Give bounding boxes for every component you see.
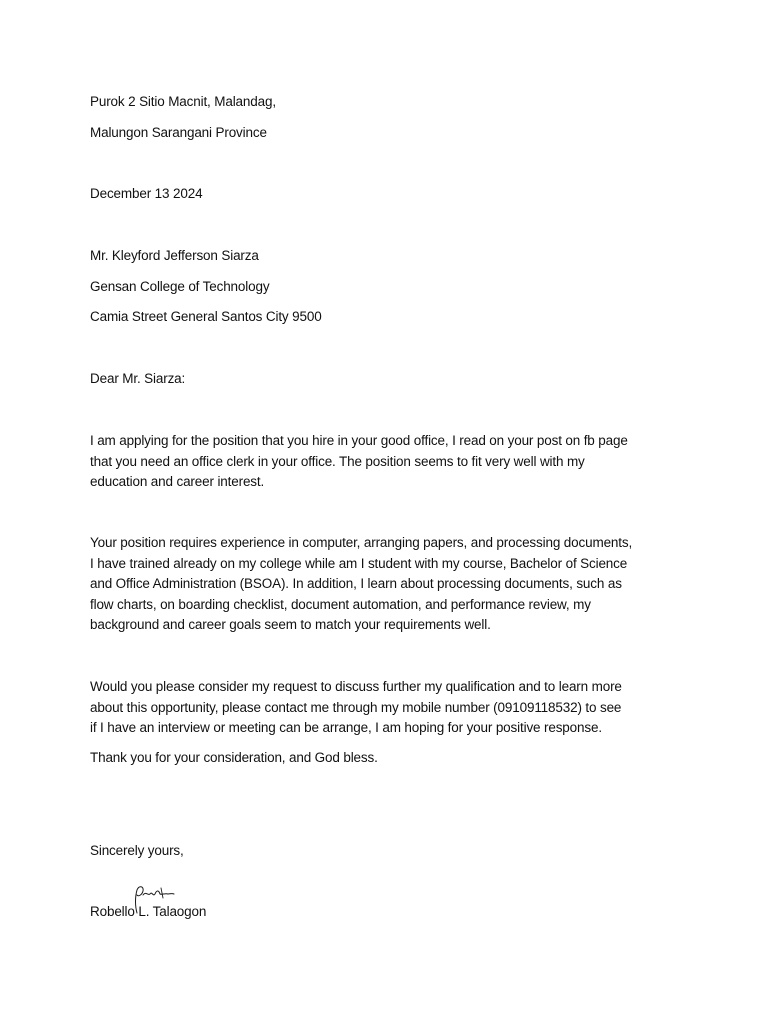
paragraph-line: Your position requires experience in computer, arranging papers, and processing documents,: [90, 535, 633, 550]
closing: Sincerely yours,: [90, 843, 184, 858]
recipient-address: Camia Street General Santos City 9500: [90, 309, 322, 324]
sender-address-line2: Malungon Sarangani Province: [90, 125, 267, 140]
paragraph-line: I am applying for the position that you hire in your good office, I read on your post on fb page: [90, 433, 628, 448]
sender-address-line1: Purok 2 Sitio Macnit, Malandag,: [90, 94, 276, 109]
paragraph-line: background and career goals seem to match your requirements well.: [90, 617, 491, 633]
body-paragraph-3: [90, 677, 690, 739]
paragraph-line: that you need an office clerk in your office. The position seems to fit very well with my: [90, 453, 585, 469]
paragraph-line: if I have an interview or meeting can be arrange, I am hoping for your positive response.: [90, 720, 602, 736]
paragraph-line: and Office Administration (BSOA). In addition, I learn about processing documents, such as: [90, 576, 622, 592]
signer-name: Robello L. Talaogon: [90, 904, 207, 919]
paragraph-line: I have trained already on my college while am I student with my course, Bachelor of Science: [90, 555, 628, 571]
body-paragraph-1: [90, 431, 690, 493]
salutation: Dear Mr. Siarza:: [90, 371, 186, 386]
letter-date: December 13 2024: [90, 186, 203, 201]
paragraph-line: flow charts, on boarding checklist, document automation, and performance review, my: [90, 596, 591, 612]
recipient-name: Mr. Kleyford Jefferson Siarza: [90, 248, 259, 263]
thanks-line: Thank you for your consideration, and God bless.: [90, 750, 378, 765]
paragraph-line: Would you please consider my request to discuss further my qualification and to learn more: [90, 679, 622, 694]
paragraph-line: about this opportunity, please contact me through my mobile number (09109118532) to see: [90, 699, 622, 715]
paragraph-line: education and career interest.: [90, 474, 265, 490]
recipient-organization: Gensan College of Technology: [90, 279, 270, 294]
body-paragraph-2: [90, 533, 690, 636]
